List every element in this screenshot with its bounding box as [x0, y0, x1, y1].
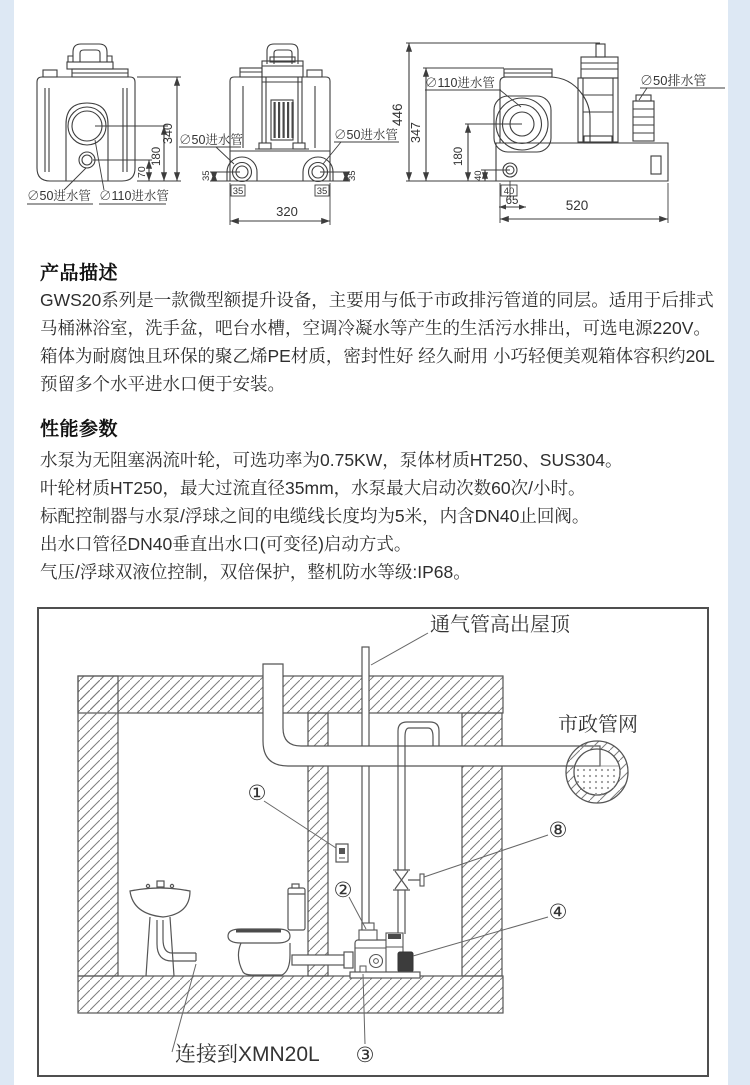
connect-to-label: 连接到XMN20L	[175, 1043, 320, 1066]
municipal-network-label: 市政管网	[558, 714, 638, 736]
product-description-paragraph	[40, 286, 715, 398]
dim-65: 65	[505, 195, 519, 207]
performance-parameters-list	[40, 446, 622, 586]
parameter-line: 水泵为无阻塞涡流叶轮，可选功率为0.75KW，泵体材质HT250、SUS304。	[40, 450, 623, 470]
toilet-outlet-pipe	[292, 955, 352, 965]
dim-320: 320	[276, 204, 298, 219]
dim-347: 347	[409, 122, 423, 143]
inlet50-right-label: ∅50进水管	[334, 128, 398, 142]
dim-520: 520	[565, 198, 589, 213]
parameter-line: 出水口管径DN40垂直出水口(可变径)启动方式。	[40, 534, 412, 554]
parameter-line: 标配控制器与水泵/浮球之间的电缆线长度均为5米，内含DN40止回阀。	[40, 506, 590, 526]
rear-view-texts	[179, 127, 398, 219]
parameter-line: 气压/浮球双液位控制，双倍保护，整机防水等级:IP68。	[40, 562, 471, 582]
parameter-line: 叶轮材质HT250，最大过流直径35mm，水泵最大启动次数60次/小时。	[40, 478, 586, 498]
callout-4-icon: ④	[548, 901, 568, 924]
dim-40-box: 40	[503, 186, 515, 197]
inlet50-left-label: ∅50进水管	[179, 133, 243, 147]
callout-3-icon: ③	[355, 1044, 375, 1067]
performance-parameters-heading: 性能参数	[40, 419, 119, 440]
outlet50-label: ∅50排水管	[640, 73, 707, 88]
inlet110-label: ∅110进水管	[99, 189, 169, 203]
dim-35-box-right: 35	[316, 186, 328, 197]
inlet110-side-label: ∅110进水管	[425, 76, 495, 90]
vent-pipe-label: 通气管高出屋顶	[430, 614, 570, 636]
description-line: 箱体为耐腐蚀且环保的聚乙烯PE材质，密封性好 经久耐用 小巧轻便美观箱体容积约20L	[40, 346, 715, 366]
dim-35-left: 35	[201, 170, 212, 181]
dim-446: 446	[390, 103, 405, 126]
dim-340: 340	[161, 123, 175, 144]
description-line: GWS20系列是一款微型额提升设备，主要用与低于市政排污管道的同层。适用于后排式	[40, 290, 714, 310]
controller-box	[336, 844, 348, 862]
installation-diagram	[0, 600, 750, 1085]
dim-180: 180	[151, 146, 163, 166]
inlet50-label: ∅50进水管	[27, 189, 91, 203]
dim-35-right: 35	[347, 170, 358, 181]
technical-drawings	[0, 0, 750, 245]
dim-40-v: 40	[473, 170, 484, 181]
description-line: 马桶淋浴室，洗手盆，吧台水槽，空调冷凝水等产生的生活污水排出，可选电源220V。	[40, 318, 711, 338]
product-description-heading: 产品描述	[40, 263, 119, 284]
dim-180-side: 180	[453, 146, 465, 166]
dim-70: 70	[136, 166, 148, 178]
description-line: 预留多个水平进水口便于安装。	[40, 374, 285, 394]
vent-pipe	[362, 647, 369, 937]
callout-8-icon: ⑧	[548, 819, 568, 842]
pipe-coupling	[344, 952, 353, 968]
callout-1-icon: ①	[247, 782, 267, 805]
callout-2-icon: ②	[333, 879, 353, 902]
front-view-drawing	[27, 44, 181, 204]
side-view-drawing	[406, 43, 725, 223]
dim-35-box-left: 35	[232, 186, 244, 197]
